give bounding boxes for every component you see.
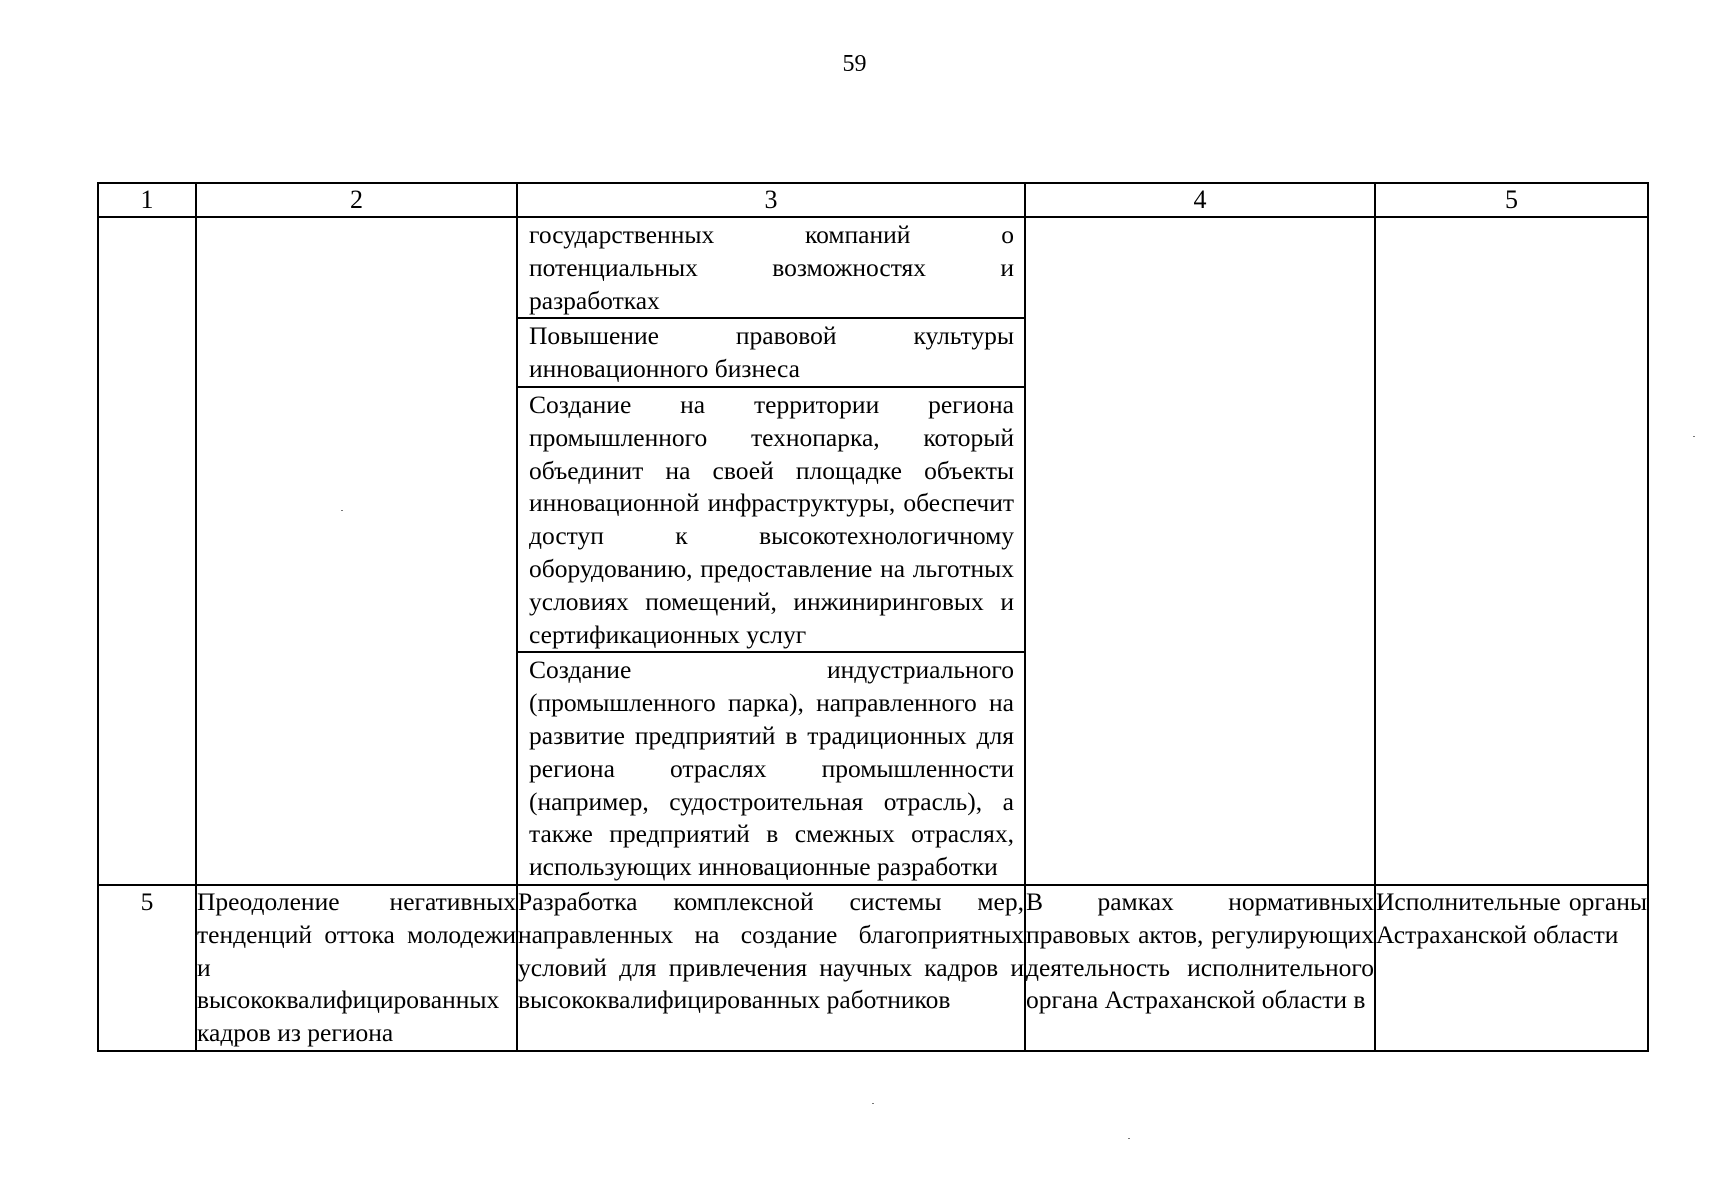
cell-continuation-col-2	[196, 217, 517, 885]
cell-continuation-col-4	[1025, 217, 1375, 885]
page-number: 59	[842, 51, 867, 77]
measure-item: государственных компаний о потенциальных возможностях и разработках	[518, 218, 1024, 319]
cell-continuation-col-3	[517, 217, 1025, 885]
table-header-row	[98, 183, 1648, 217]
header-col-5: 5	[1375, 183, 1648, 217]
scan-speck	[872, 1103, 874, 1104]
executor-cell: Исполнительные органы Астраханской области	[1375, 885, 1648, 1051]
scan-speck	[341, 510, 343, 511]
table-row-continuation	[98, 217, 1648, 885]
measure-item: Повышение правовой культуры инновационного бизнеса	[518, 319, 1024, 388]
table-row-5	[98, 885, 1648, 1051]
measure-cell: Разработка комплексной системы мер, направленных на создание благоприятных условий для привлечения научных кадров и высококвалифицированных работников	[517, 885, 1025, 1051]
header-col-4: 4	[1025, 183, 1375, 217]
deadline-cell: В рамках нормативных правовых актов, регулирующих деятельность исполнительного органа Астраханской области в	[1025, 885, 1375, 1051]
scan-speck	[1128, 1138, 1130, 1139]
measure-item: Создание индустриального (промышленного парка), направленного на развитие предприятий в традиционных для региона отраслях промышленности (например, судостроительная отрасль), а также предприятий в смежных отраслях, использующих инновационные разработки	[529, 655, 1014, 882]
cell-continuation-col-1	[98, 217, 196, 885]
row-number: 5	[98, 885, 196, 1051]
header-col-1: 1	[98, 183, 196, 217]
measure-item: Создание на территории региона промышленного технопарка, который объединит на своей площадке объекты инновационной инфраструктуры, обеспечит доступ к высокотехнологичному оборудованию, предоставление на льготных условиях помещений, инжиниринговых и сертификационных услуг	[518, 388, 1024, 653]
problem-cell: Преодоление негативных тенденций оттока молодежи и высококвалифицированных кадров из региона	[196, 885, 517, 1051]
header-col-2: 2	[196, 183, 517, 217]
scan-speck	[1693, 436, 1695, 437]
measures-table	[97, 182, 1649, 1052]
header-col-3: 3	[517, 183, 1025, 217]
cell-continuation-col-5	[1375, 217, 1648, 885]
